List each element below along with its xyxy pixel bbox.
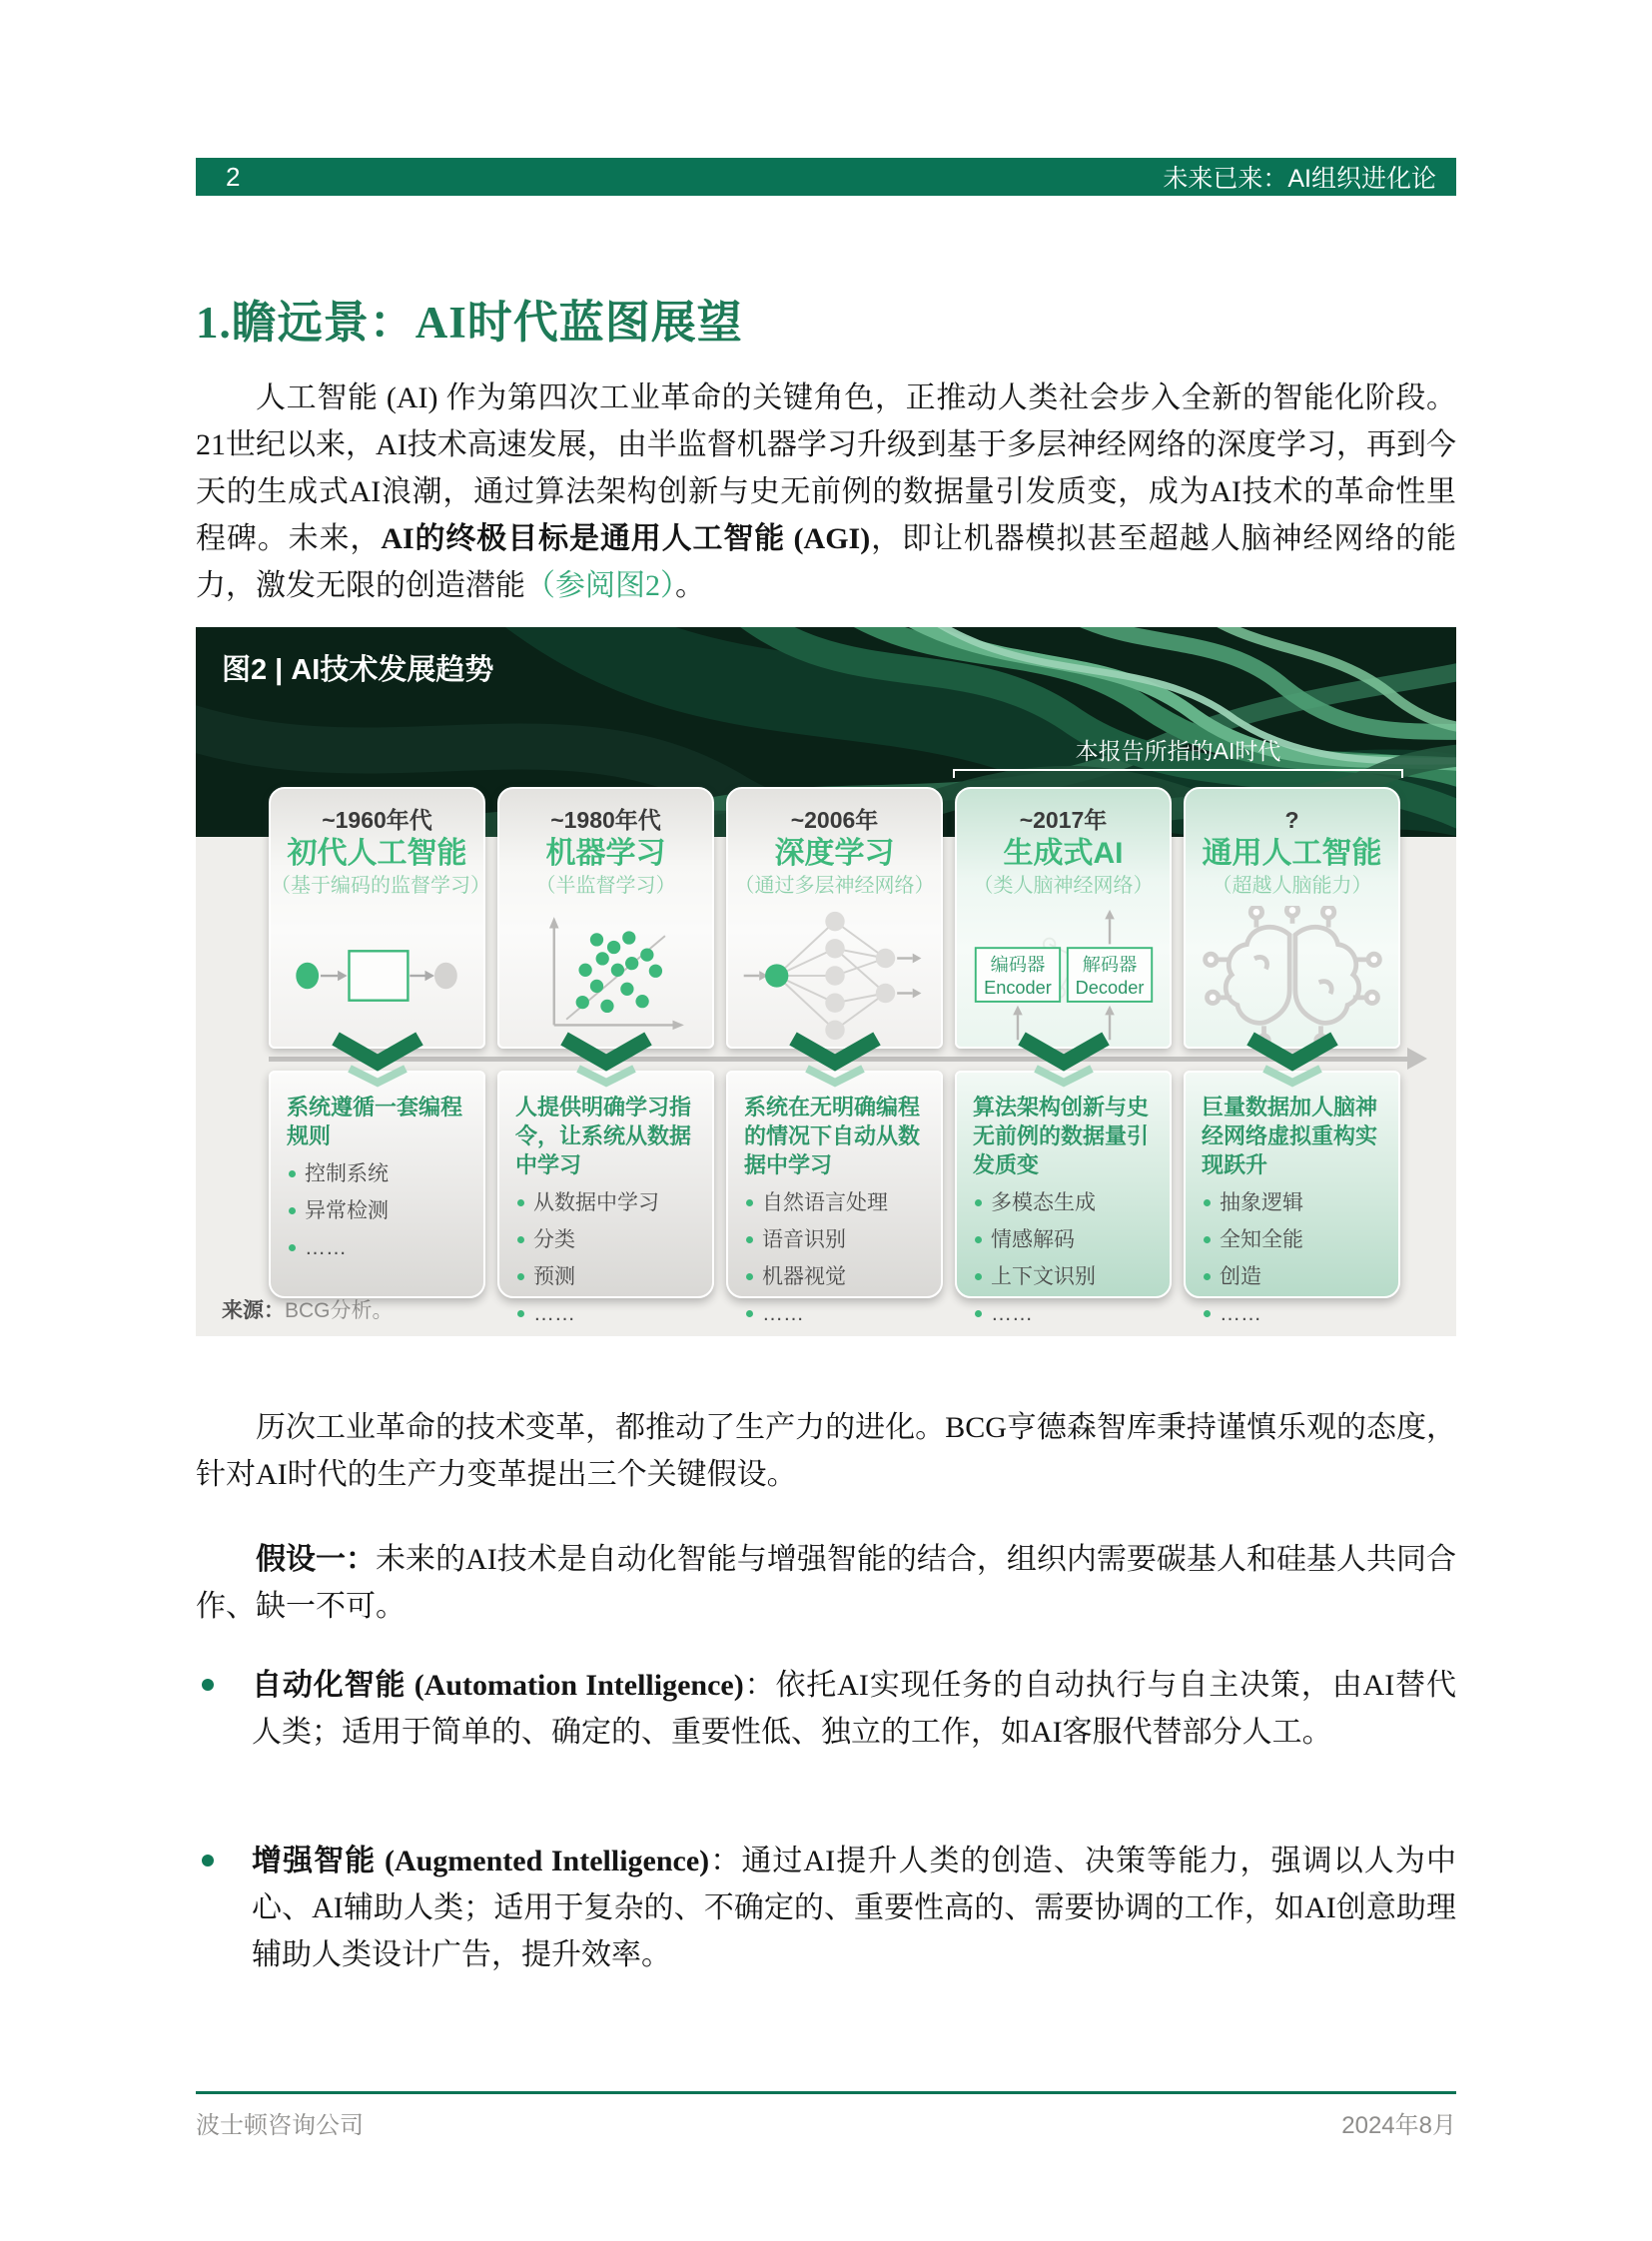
era-column-machine-learning [497,787,714,1325]
era-year: ~1960年代 [322,807,432,833]
era-title: 初代人工智能 [287,837,467,870]
list-item: …… [973,1301,1156,1327]
list-item: 上下文识别 [973,1264,1156,1290]
era-bullet-list [1202,1190,1384,1327]
hypothesis-paragraph: 假设一：未来的AI技术是自动化智能与增强智能的结合，组织内需要碳基人和硅基人共同合作、缺一不可。 [196,1543,1457,1623]
hypothesis-label: 假设一： [256,1543,377,1576]
era-title: 生成式AI [1003,837,1124,870]
page-header-bar [196,158,1456,196]
list-item: 控制系统 [287,1161,469,1187]
list-item: 从数据中学习 [515,1190,698,1216]
list-item: …… [287,1235,469,1261]
era-subtitle: （基于编码的监督学习） [271,875,490,897]
flow-diagram-icon [271,905,483,1047]
era-title: 深度学习 [774,837,895,870]
decoder-label-cn: 解码器 [1082,955,1137,976]
down-chevron-icon [787,1031,883,1089]
bullet-dot-icon [202,1855,214,1867]
era-desc-title: 人提供明确学习指令，让系统从数据中学习 [515,1095,692,1177]
era-column-deep-learning [726,787,943,1325]
list-item: 机器视觉 [744,1264,927,1290]
era-title: 机器学习 [545,837,666,870]
era-year: ~2017年 [1019,807,1108,833]
augmented-intelligence-bullet: 增强智能 (Augmented Intelligence)：通过AI提升人类的创造、决策等能力，强调以人为中心、AI辅助人类；适用于复杂的、不确定的、重要性高的、需要协调的工作，如AI创意助理辅助人类设计广告，提升效率。 [196,1838,1456,1978]
source-text: BCG分析。 [285,1299,394,1322]
era-subtitle: （类人脑神经网络） [973,875,1154,897]
era-bracket [953,769,1403,778]
list-item: 多模态生成 [973,1190,1156,1216]
era-card-bottom [497,1071,714,1325]
page-footer [196,2105,1456,2140]
list-item: 语音识别 [744,1227,927,1253]
era-desc-title: 巨量数据加人脑神经网络虚拟重构实现跃升 [1202,1095,1378,1177]
era-subtitle: （通过多层神经网络） [734,875,935,897]
encoder-decoder-icon [957,905,1170,1047]
figure-2-reference-link[interactable]: （参阅图2） [525,569,675,602]
timeline-arrowhead-icon [1407,1048,1427,1070]
era-bullet-list [515,1190,698,1327]
bullet-dot-icon [202,1679,214,1691]
era-column-early-ai [269,787,490,1298]
era-card-top [497,787,714,1049]
footer-divider [196,2091,1456,2094]
era-year: ~2006年 [790,807,879,833]
decoder-label-en: Decoder [1075,978,1144,999]
brain-circuit-icon [1186,905,1398,1047]
era-card-top [269,787,490,1049]
down-chevron-icon [1244,1031,1340,1089]
term-label: 自动化智能 (Automation Intelligence) [252,1669,744,1702]
down-chevron-icon [1016,1031,1112,1089]
page-number: 2 [226,161,241,192]
era-year: ~1980年代 [550,807,661,833]
era-year: ? [1284,807,1299,833]
neural-network-icon [728,905,941,1047]
footer-company: 波士顿咨询公司 [196,2112,364,2139]
down-chevron-icon [558,1031,654,1089]
ai-era-label: 本报告所指的AI时代 [1075,738,1281,764]
figure-title: 图2 | AI技术发展趋势 [222,654,494,686]
era-desc-title: 系统遵循一套编程规则 [287,1095,463,1148]
down-chevron-icon [330,1031,425,1089]
footer-date: 2024年8月 [1341,2112,1456,2139]
list-item: …… [744,1301,927,1327]
list-item: …… [1202,1301,1384,1327]
era-subtitle: （超越人脑能力） [1212,875,1372,897]
list-item: 全知全能 [1202,1227,1384,1253]
intro-paragraph: 人工智能 (AI) 作为第四次工业革命的关键角色，正推动人类社会步入全新的智能化阶段。21世纪以来，AI技术高速发展，由半监督机器学习升级到基于多层神经网络的深度学习，再到今天的生成式AI浪潮，通过算法架构创新与史无前例的数据量引发质变，成为AI技术的革命性里程碑。未来，AI的终极目标是通用人工智能 (AGI)，即让机器模拟甚至超越人脑神经网络的能力，激发无限的创造潜能（参阅图2）。 [196,381,1457,602]
list-item: 异常检测 [287,1198,469,1224]
encoder-label-cn: 编码器 [990,955,1045,976]
list-item: 预测 [515,1264,698,1290]
source-prefix: 来源： [222,1299,285,1322]
list-item: …… [515,1301,698,1327]
encoder-label-en: Encoder [983,978,1052,999]
section-title: 1.瞻远景：AI时代蓝图展望 [196,298,743,348]
era-subtitle: （半监督学习） [535,875,676,897]
era-title: 通用人工智能 [1202,837,1382,870]
era-desc-title: 系统在无明确编程的情况下自动从数据中学习 [744,1095,921,1177]
body-paragraph: 历次工业革命的技术变革，都推动了生产力的进化。BCG亨德森智库秉持谨慎乐观的态度，针对AI时代的生产力变革提出三个关键假设。 [196,1411,1456,1491]
era-card-top [955,787,1172,1049]
list-item: 创造 [1202,1264,1384,1290]
era-column-agi [1184,787,1400,1325]
figure-2-ai-tech-trends [196,627,1456,1336]
list-item: 抽象逻辑 [1202,1190,1384,1216]
era-card-bottom [726,1071,943,1325]
era-desc-title: 算法架构创新与史无前例的数据量引发质变 [973,1095,1150,1177]
era-card-bottom [1184,1071,1400,1325]
term-label: 增强智能 (Augmented Intelligence) [252,1845,710,1877]
scatter-plot-icon [499,905,712,1047]
era-bullet-list [744,1190,927,1327]
era-card-top [726,787,943,1049]
era-card-bottom [269,1071,485,1298]
figure-source [222,1294,394,1324]
list-item: 分类 [515,1227,698,1253]
list-item: 自然语言处理 [744,1190,927,1216]
era-bullet-list [287,1161,469,1261]
automation-intelligence-bullet: 自动化智能 (Automation Intelligence)：依托AI实现任务的自动执行与自主决策，由AI替代人类；适用于简单的、确定的、重要性低、独立的工作，如AI客服代替部分人工。 [196,1662,1456,1756]
era-column-generative-ai [955,787,1172,1325]
running-title: 未来已来：AI组织进化论 [1163,165,1436,193]
list-item: 情感解码 [973,1227,1156,1253]
era-card-top [1184,787,1400,1049]
era-bullet-list [973,1190,1156,1327]
era-card-bottom [955,1071,1172,1325]
bold-phrase: AI的终极目标是通用人工智能 (AGI) [381,522,871,555]
